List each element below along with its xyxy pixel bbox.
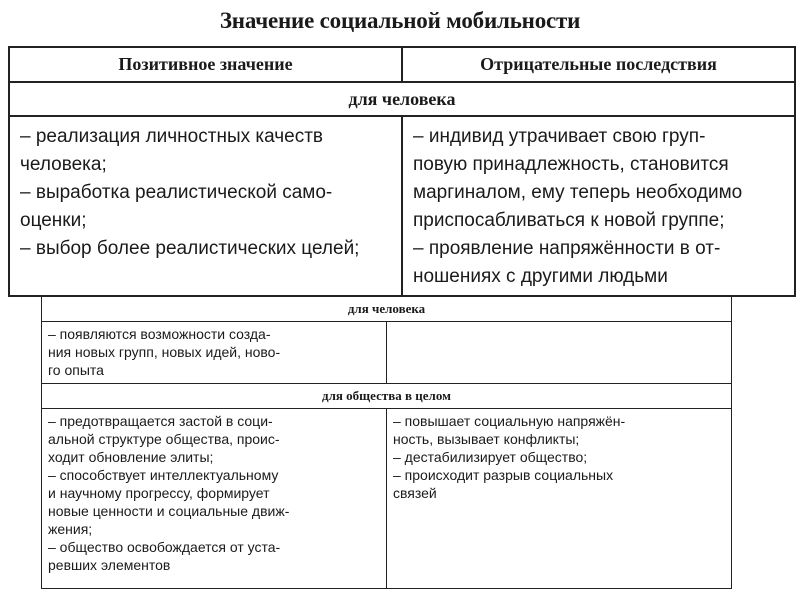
- text-line: ревших элементов: [48, 557, 171, 573]
- text-line: – повышает социальную напряжён-: [393, 413, 626, 429]
- text-line: приспосабливаться к новой группе;: [413, 210, 725, 231]
- text-line: и научному прогрессу, формирует: [48, 485, 270, 501]
- text-line: – выбор более реалистических целей;: [20, 238, 360, 259]
- text-line: человека;: [20, 154, 107, 175]
- person-negative-empty-cell: [387, 322, 732, 384]
- text-line: ния новых групп, новых идей, ново-: [48, 344, 281, 360]
- text-line: оценки;: [20, 210, 87, 231]
- text-line: ность, вызывает конфликты;: [393, 431, 580, 447]
- section-person-small: для человека: [42, 297, 732, 322]
- text-line: – проявление напряжённости в от-: [413, 238, 721, 259]
- text-line: новые ценности и социальные движ-: [48, 503, 290, 519]
- text-line: связей: [393, 485, 437, 501]
- text-line: – способствует интеллектуальному: [48, 467, 279, 483]
- page-title: Значение социальной мобильности: [219, 8, 581, 33]
- header-negative: Отрицательные последствия: [402, 47, 795, 82]
- text-line: – реализация личностных качеств: [20, 126, 324, 147]
- text-line: альной структуре общества, проис-: [48, 431, 280, 447]
- text-line: – предотвращается застой в соци-: [48, 413, 273, 429]
- mobility-table-main: [8, 46, 796, 297]
- text-line: – выработка реалистической само-: [20, 182, 333, 203]
- text-line: – индивид утрачивает свою груп-: [413, 126, 706, 147]
- header-positive: Позитивное значение: [9, 47, 402, 82]
- mobility-table-continued: [41, 296, 732, 589]
- text-line: ходит обновление элиты;: [48, 449, 214, 465]
- text-line: жения;: [48, 521, 93, 537]
- person-positive-extra-cell: [42, 322, 387, 384]
- text-line: ношениях с другими людьми: [413, 266, 668, 287]
- section-society: для общества в целом: [42, 384, 732, 409]
- section-person: для человека: [9, 82, 795, 116]
- text-line: – появляются возможности созда-: [48, 326, 271, 342]
- text-line: – дестабилизирует общество;: [393, 449, 588, 465]
- text-line: – происходит разрыв социальных: [393, 467, 614, 483]
- person-negative-cell: [402, 116, 795, 296]
- text-line: повую принадлежность, становится: [413, 154, 729, 175]
- society-negative-cell: [387, 409, 732, 589]
- person-positive-cell: [9, 116, 402, 296]
- text-line: – общество освобождается от уста-: [48, 539, 281, 555]
- text-line: го опыта: [48, 362, 104, 378]
- society-positive-cell: [42, 409, 387, 589]
- text-line: маргиналом, ему теперь необходимо: [413, 182, 743, 203]
